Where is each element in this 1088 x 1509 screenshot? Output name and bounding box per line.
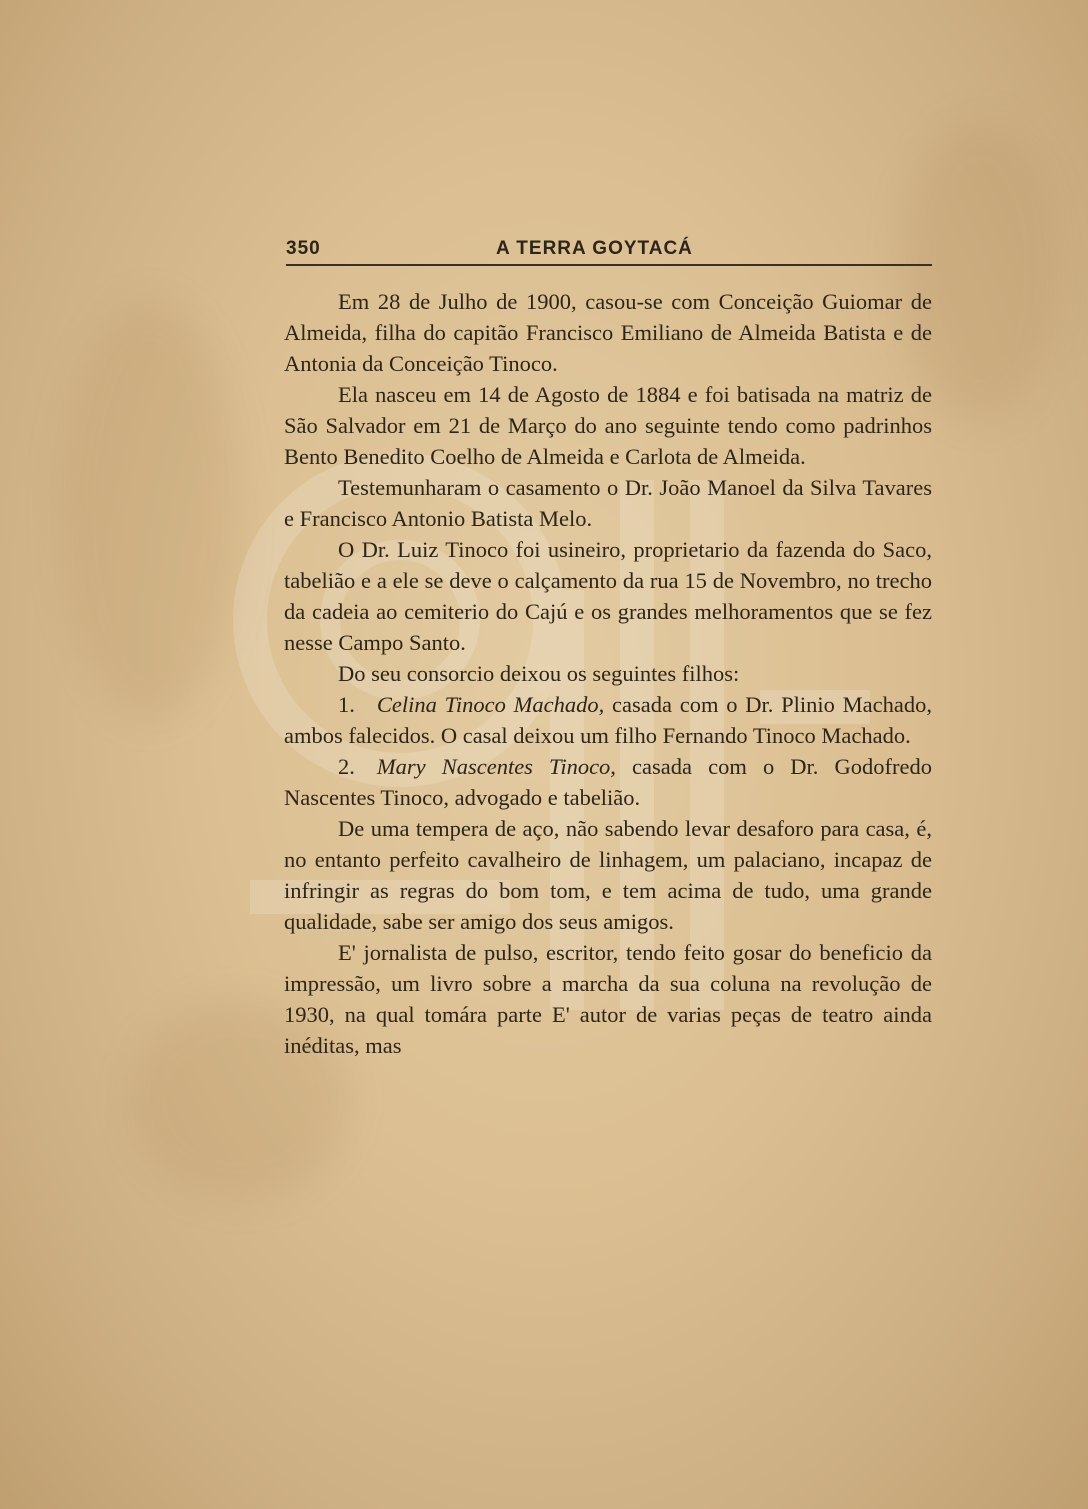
paragraph: De uma tempera de aço, não sabendo levar desaforo para casa, é, no entanto perfeito cavalheiro de linhagem, um palaciano, incapaz de infringir as regras do bom tom, e tem acima de tudo, uma grande qualidade, sabe ser amigo dos seus amigos. — [284, 816, 932, 934]
paragraph: Ela nasceu em 14 de Agosto de 1884 e foi batisada na matriz de São Salvador em 21 de Março do ano seguinte tendo como padrinhos Bento Benedito Coelho de Almeida e Carlota de Almeida. — [284, 382, 932, 469]
list-item-number: 2. — [338, 754, 355, 779]
paper-stain — [60, 300, 240, 720]
paragraph: Do seu consorcio deixou os seguintes filhos: — [338, 661, 740, 686]
list-item — [284, 689, 932, 751]
paragraph: Testemunharam o casamento o Dr. João Manoel da Silva Tavares e Francisco Antonio Batista Melo. — [284, 475, 932, 531]
book-title: A TERRA GOYTACÁ — [496, 238, 693, 259]
paragraph: E' jornalista de pulso, escritor, tendo feito gosar do beneficio da impressão, um livro sobre a marcha da sua coluna na revolução de 1930, na qual tomára parte E' autor de varias peças de teatro ainda inéditas, mas — [284, 940, 932, 1058]
body-text — [284, 286, 932, 1061]
list-item-name: Celina Tinoco Machado, — [376, 692, 605, 717]
list-item-text: casada com o Dr. Plinio Machado, ambos falecidos. O casal deixou um filho Fernando Tinoco Machado. — [284, 692, 932, 748]
paragraph: Em 28 de Julho de 1900, casou-se com Conceição Guiomar de Almeida, filha do capitão Francisco Emiliano de Almeida Batista e de Antonia da Conceição Tinoco. — [284, 289, 932, 376]
paragraph: O Dr. Luiz Tinoco foi usineiro, proprietario da fazenda do Saco, tabelião e a ele se deve o calçamento da rua 15 de Novembro, no trecho da cadeia ao cemiterio do Cajú e os grandes melhoramentos que se fez nesse Campo Santo. — [284, 537, 932, 655]
list-item — [284, 751, 932, 813]
list-item-number: 1. — [338, 692, 355, 717]
list-item-name: Mary Nascentes Tinoco, — [376, 754, 616, 779]
page-number: 350 — [286, 238, 321, 259]
list-item-text: casada com o Dr. Godofredo Nascentes Tinoco, advogado e tabelião. — [284, 754, 932, 810]
running-header — [286, 236, 932, 266]
